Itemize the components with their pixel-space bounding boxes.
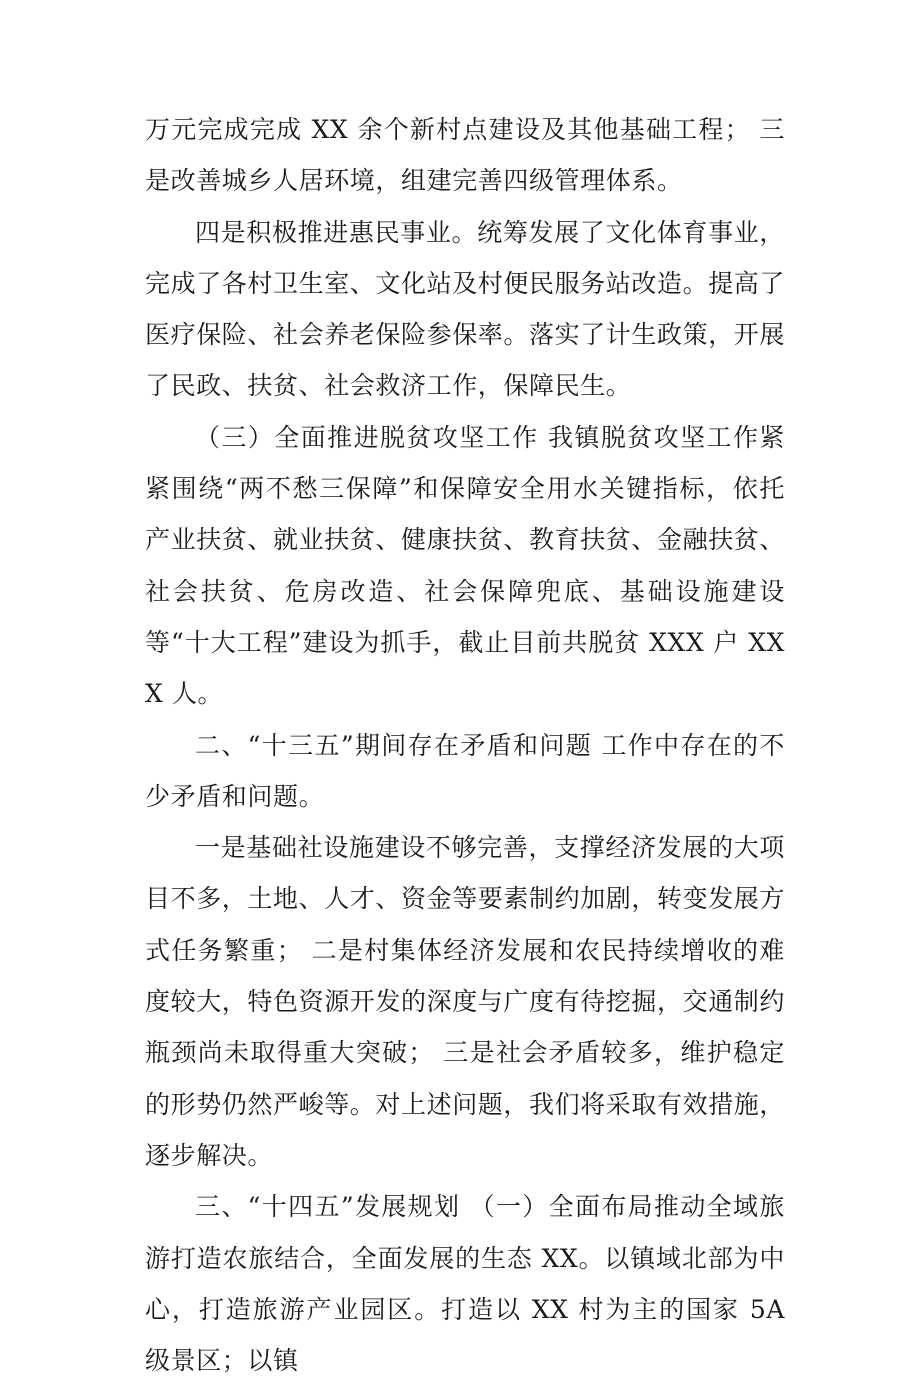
document-body bbox=[145, 104, 785, 1386]
paragraph-4: 二、“十三五”期间存在矛盾和问题 工作中存在的不少矛盾和问题。 bbox=[145, 730, 785, 811]
paragraph-5: 一是基础社设施建设不够完善，支撑经济发展的大项目不多，土地、人才、资金等要素制约加剧，转变发展方式任务繁重； 二是村集体经济发展和农民持续增收的难度较大，特色资源开发的深度与广度有待挖掘，交通制约瓶颈尚未取得重大突破； 三是社会矛盾较多，维护稳定的形势仍然严峻等。对上述问题，我们将采取有效措施，逐步解决。 bbox=[145, 833, 786, 1170]
paragraph-2: 四是积极推进惠民事业。统筹发展了文化体育事业，完成了各村卫生室、文化站及村便民服务站改造。提高了医疗保险、社会养老保险参保率。落实了计生政策，开展了民政、扶贫、社会救济工作，保障民生。 bbox=[145, 217, 786, 401]
paragraph-3: （三）全面推进脱贫攻坚工作 我镇脱贫攻坚工作紧紧围绕“两不愁三保障”和保障安全用水关键指标，依托产业扶贫、就业扶贫、健康扶贫、教育扶贫、金融扶贫、社会扶贫、危房改造、社会保障兜底、基础设施建设等“十大工程”建设为抓手，截止目前共脱贫 XXX 户 XXX 人。 bbox=[145, 422, 786, 709]
paragraph-6: 三、“十四五”发展规划 （一）全面布局推动全域旅游打造农旅结合，全面发展的生态 XX。以镇域北部为中心，打造旅游产业园区。打造以 XX 村为主的国家 5A 级景区；以镇 bbox=[145, 1192, 785, 1376]
paragraph-1: 万元完成完成 XX 余个新村点建设及其他基础工程； 三是改善城乡人居环境，组建完善四级管理体系。 bbox=[145, 115, 785, 196]
